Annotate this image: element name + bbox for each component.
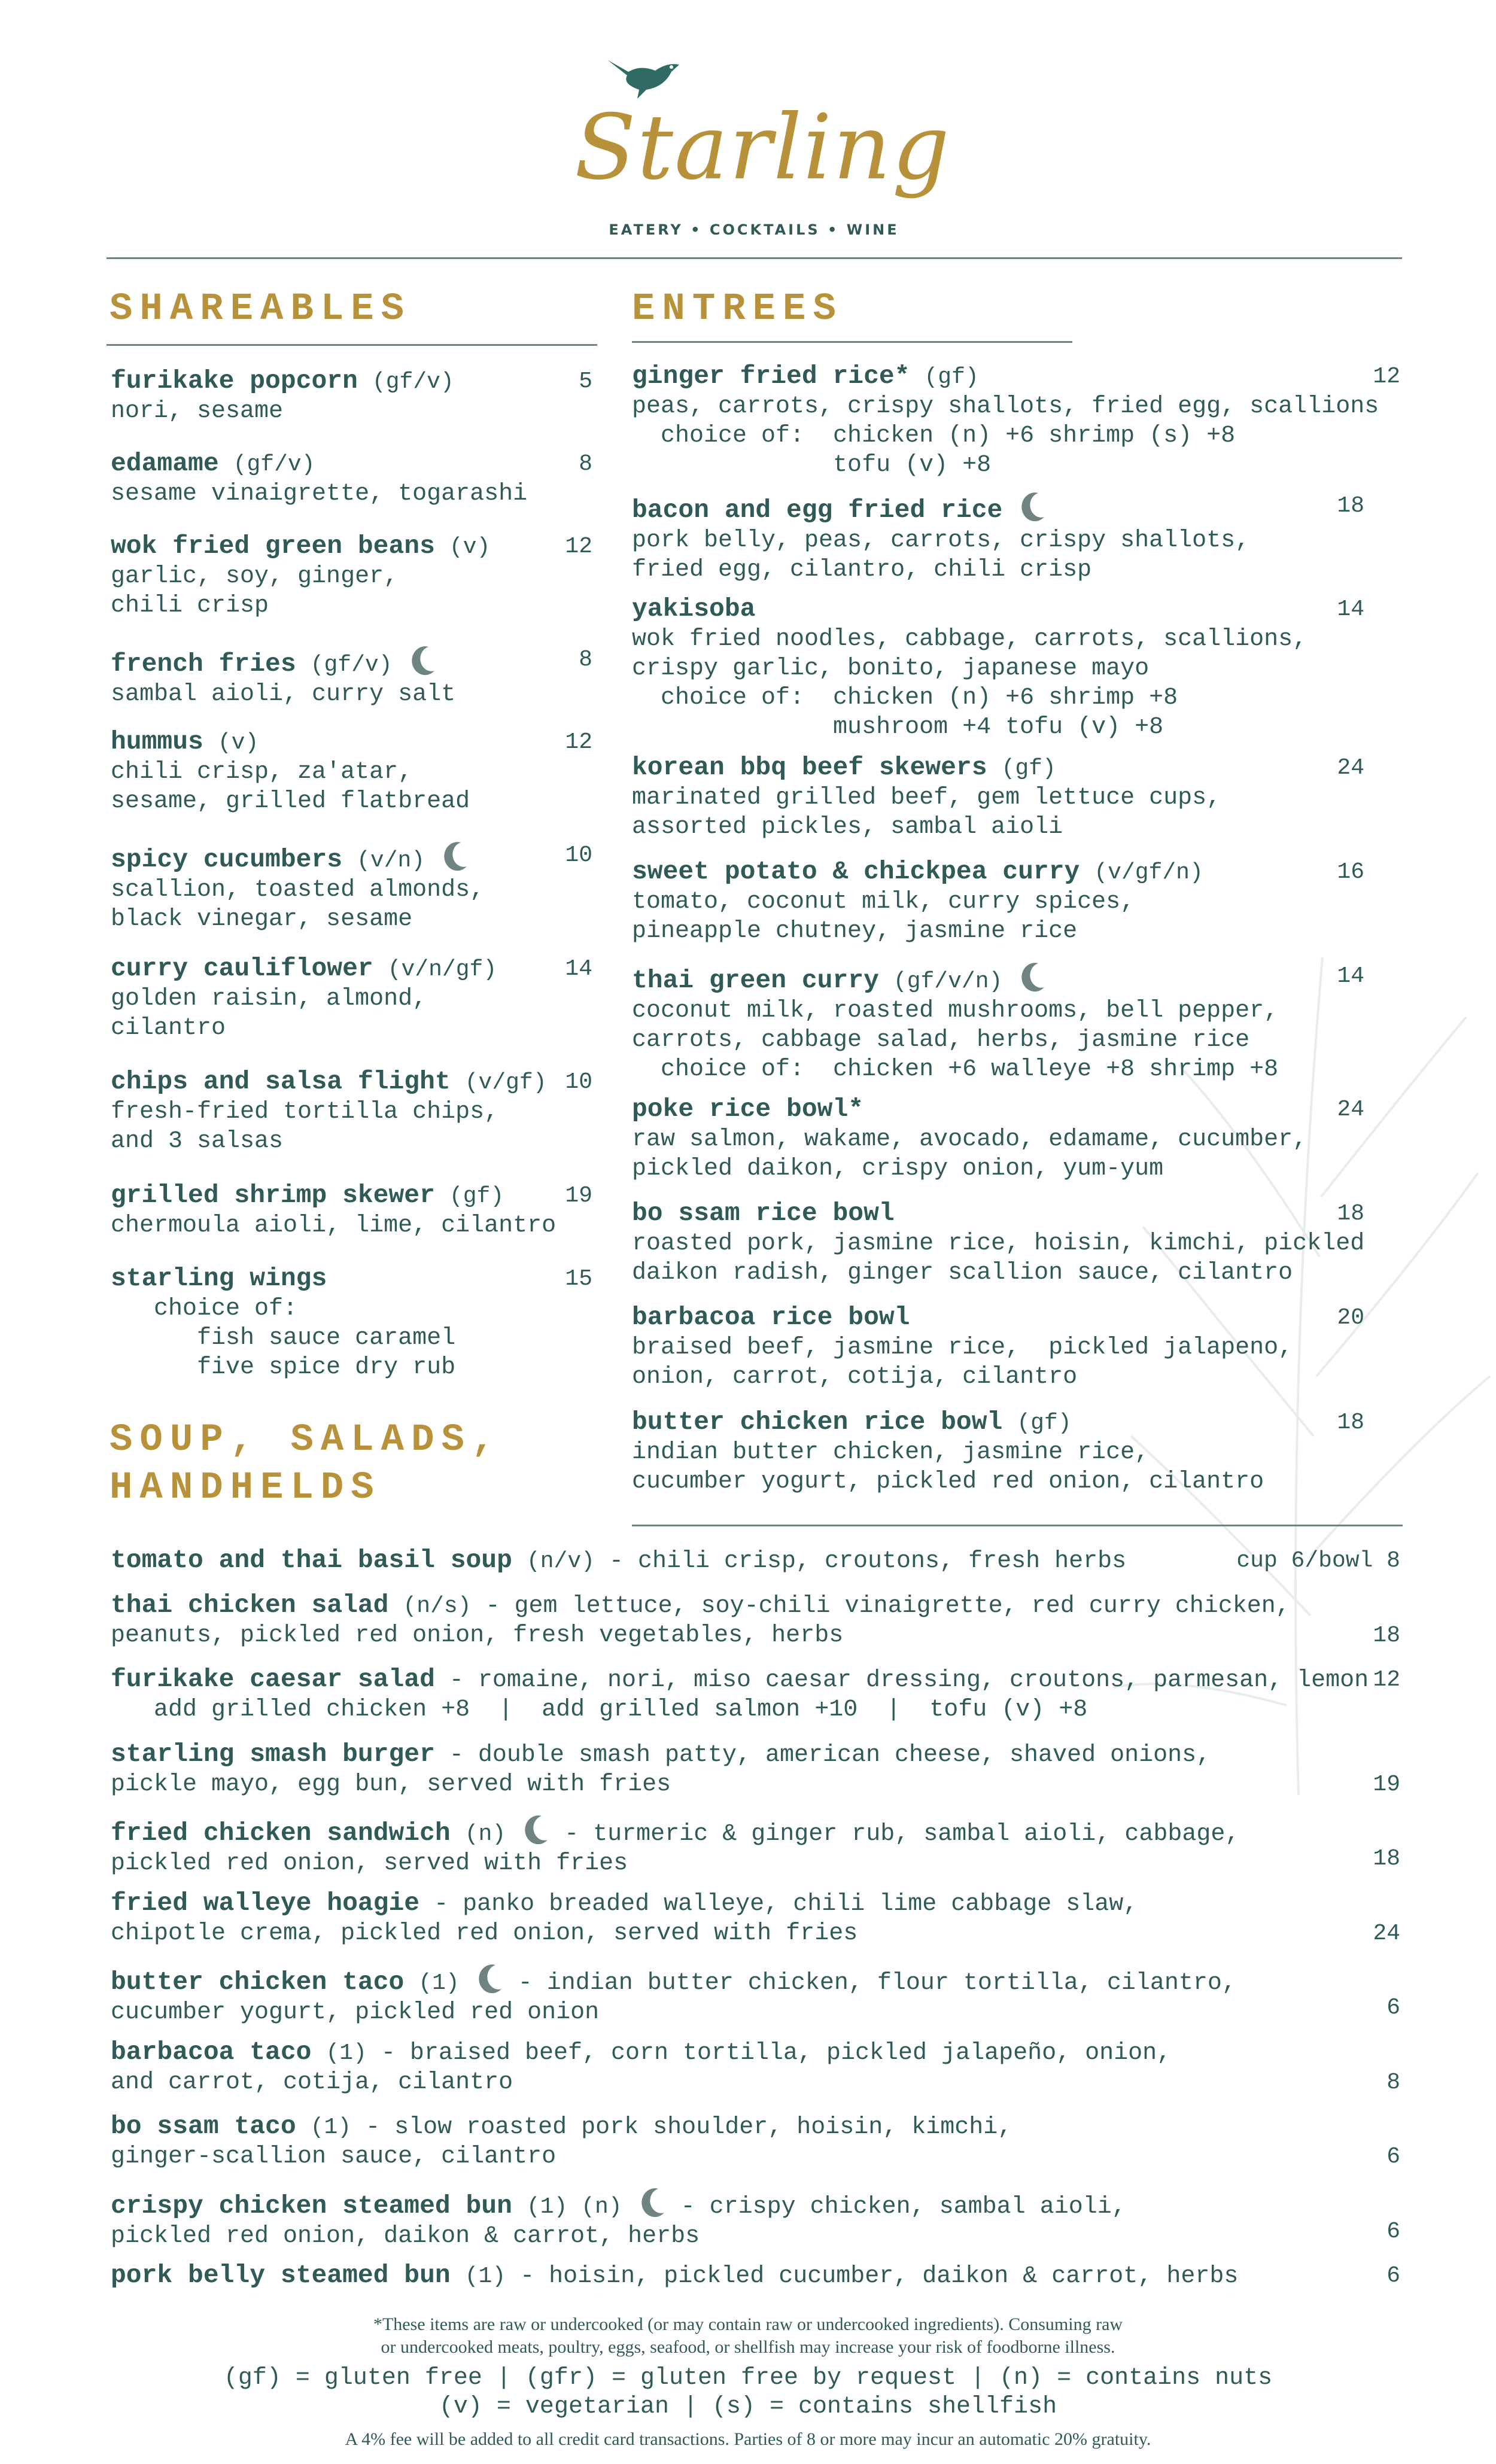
header-divider (107, 257, 1402, 259)
item-name: grilled shrimp skewer (111, 1181, 435, 1210)
item-price: 10 (565, 842, 592, 868)
entrees-divider (632, 341, 1072, 343)
item-price: 24 (1337, 755, 1364, 781)
item-desc: braised beef, jasmine rice, pickled jalapeno, onion, carrot, cotija, cilantro (632, 1334, 1293, 1391)
item-price: 5 (579, 369, 592, 394)
item-desc: raw salmon, wakame, avocado, edamame, cucumber, pickled daikon, crispy onion, yum-yum (632, 1126, 1308, 1182)
menu-item (632, 1094, 1404, 1184)
item-price: 14 (1337, 597, 1364, 622)
menu-item (111, 1546, 1308, 1576)
item-name: poke rice bowl* (632, 1094, 864, 1124)
item-name: curry cauliflower (111, 954, 373, 983)
item-price: 8 (579, 451, 592, 477)
item-desc: tomato, coconut milk, curry spices, pineapple chutney, jasmine rice (632, 889, 1135, 945)
soup-title-line1: SOUP, SALADS, (110, 1419, 502, 1462)
item-tags: (gf/v/n) (893, 969, 1003, 994)
item-price: 20 (1337, 1305, 1364, 1331)
item-name: crispy chicken steamed bun (111, 2191, 512, 2220)
item-name: korean bbq beef skewers (632, 753, 987, 782)
item-desc-line2: pickled red onion, served with fries (111, 1850, 628, 1877)
dietary-legend-line1: (gf) = gluten free | (gfr) = gluten free by request | (n) = contains nuts (223, 2365, 1273, 2392)
item-desc: - indian butter chicken, flour tortilla, cilantro, (503, 1970, 1236, 1997)
item-desc: - romaine, nori, miso caesar dressing, croutons, parmesan, lemon (434, 1667, 1369, 1694)
item-price: 16 (1337, 859, 1364, 885)
menu-item (632, 1407, 1404, 1496)
item-name: hummus (111, 727, 203, 756)
item-price: 10 (565, 1069, 592, 1095)
item-name: edamame (111, 449, 219, 478)
item-price: 6 (1386, 1995, 1400, 2021)
item-price: 8 (579, 647, 592, 673)
item-price: 12 (565, 729, 592, 755)
shareables-title: SHAREABLES (110, 288, 412, 331)
item-name: furikake popcorn (111, 366, 358, 396)
menu-item (632, 857, 1404, 946)
item-name: starling smash burger (111, 1739, 435, 1769)
item-name: thai chicken salad (111, 1590, 389, 1620)
item-price: 24 (1337, 1097, 1364, 1123)
item-price: 8 (1386, 2070, 1400, 2095)
item-tags: (1) (n) (526, 2194, 622, 2220)
moon-icon (411, 644, 437, 676)
item-desc: wok fried noodles, cabbage, carrots, scallions, crispy garlic, bonito, japanese mayo choice of: chicken (n) +6 shrimp +8 mushroom +4 tofu (v) +8 (632, 626, 1308, 741)
item-tags: (gf/v) (310, 652, 393, 678)
menu-item (632, 961, 1404, 1084)
menu-item (632, 1303, 1404, 1392)
item-tags: (gf/v) (372, 369, 454, 395)
item-tags: (v/n/gf) (387, 957, 497, 982)
raw-warning-line2: or undercooked meats, poultry, eggs, seafood, or shellfish may increase your risk of foodborne illness. (381, 2337, 1115, 2357)
item-tags: (1) (326, 2040, 367, 2066)
item-desc-line2: add grilled chicken +8 | add grilled salmon +10 | tofu (v) +8 (111, 1696, 1088, 1723)
entrees-title: ENTREES (632, 288, 843, 331)
menu-item (111, 2261, 1367, 2291)
item-price: 15 (565, 1266, 592, 1292)
item-desc: indian butter chicken, jasmine rice, cucumber yogurt, pickled red onion, cilantro (632, 1439, 1264, 1495)
item-name: sweet potato & chickpea curry (632, 857, 1080, 886)
item-price: 6 (1386, 2219, 1400, 2244)
item-desc: - panko breaded walleye, chili lime cabbage slaw, (419, 1891, 1138, 1918)
menu-item (111, 1888, 1367, 1948)
item-desc: - crispy chicken, sambal aioli, (666, 2194, 1126, 2220)
moon-icon (640, 2186, 667, 2217)
logo (574, 42, 951, 257)
item-desc: pork belly, peas, carrots, crispy shallots, fried egg, cilantro, chili crisp (632, 527, 1250, 583)
item-desc: peas, carrots, crispy shallots, fried egg, scallions choice of: chicken (n) +6 shrimp (s) +8 tofu (v) +8 (632, 393, 1379, 479)
item-desc: sesame vinaigrette, togarashi (111, 480, 528, 507)
item-name: wok fried green beans (111, 531, 435, 561)
item-name: ginger fried rice* (632, 361, 910, 391)
item-price: 24 (1373, 1921, 1400, 1946)
item-desc-line2: and carrot, cotija, cilantro (111, 2069, 513, 2096)
menu-item (632, 753, 1404, 842)
fee-notice: A 4% fee will be added to all credit card transactions. Parties of 8 or more may incur an automatic 20% gratuity. (345, 2429, 1151, 2449)
item-name: furikake caesar salad (111, 1665, 435, 1694)
moon-icon (1020, 961, 1047, 992)
item-price: 18 (1337, 1410, 1364, 1435)
item-desc-line2: pickled red onion, daikon & carrot, herbs (111, 2223, 700, 2250)
moon-icon (443, 840, 469, 871)
item-desc: sambal aioli, curry salt (111, 681, 456, 708)
soup-title-line2: HANDHELDS (110, 1467, 381, 1510)
item-name: butter chicken rice bowl (632, 1407, 1003, 1437)
item-tags: (v) (217, 730, 259, 756)
item-price: 12 (1373, 364, 1400, 390)
item-tags: (v) (449, 534, 491, 560)
menu-item (111, 2112, 1367, 2171)
item-name: spicy cucumbers (111, 845, 343, 874)
item-price: 12 (1373, 1667, 1400, 1693)
item-desc: coconut milk, roasted mushrooms, bell pepper, carrots, cabbage salad, herbs, jasmine rice choice of: chicken +6 walleye +8 shrimp +8 (632, 997, 1279, 1083)
item-desc: nori, sesame (111, 398, 284, 425)
item-name: tomato and thai basil soup (111, 1546, 512, 1575)
item-tags: (v/n) (357, 848, 425, 874)
menu-item (111, 1814, 1367, 1878)
item-tags: (v/gf) (464, 1070, 547, 1096)
item-tags: (1) (310, 2115, 352, 2140)
item-price: 18 (1373, 1623, 1400, 1648)
item-name: barbacoa rice bowl (632, 1303, 910, 1332)
item-price: 19 (1373, 1772, 1400, 1797)
item-name: thai green curry (632, 966, 879, 995)
menu-item (632, 361, 1404, 480)
item-price: 14 (565, 956, 592, 982)
item-name: french fries (111, 649, 296, 679)
menu-item (111, 1739, 1367, 1799)
item-tags: (1) (418, 1970, 460, 1996)
item-desc: - slow roasted pork shoulder, hoisin, kimchi, (351, 2114, 1012, 2141)
menu-item (111, 1665, 1367, 1724)
dietary-legend-line2: (v) = vegetarian | (s) = contains shellfish (439, 2393, 1057, 2420)
item-name: fried chicken sandwich (111, 1818, 451, 1848)
item-desc: - hoisin, pickled cucumber, daikon & carrot, herbs (506, 2263, 1239, 2290)
menu-item (111, 1590, 1367, 1650)
menu-item (632, 491, 1404, 585)
item-desc-line2: cucumber yogurt, pickled red onion (111, 1999, 600, 2026)
item-tags: (n) (464, 1821, 506, 1847)
item-desc: chermoula aioli, lime, cilantro (111, 1212, 557, 1239)
item-name: chips and salsa flight (111, 1067, 451, 1096)
item-price: 6 (1386, 2263, 1400, 2289)
item-name: bo ssam taco (111, 2112, 296, 2141)
menu-item (111, 2037, 1367, 2097)
item-price: 18 (1337, 493, 1364, 519)
item-price: 6 (1386, 2144, 1400, 2170)
item-price: 18 (1373, 1846, 1400, 1872)
shareables-divider (107, 344, 597, 346)
moon-icon (524, 1814, 550, 1845)
item-price: 12 (565, 534, 592, 559)
item-tags: (gf) (924, 364, 979, 390)
item-price: 14 (1337, 963, 1364, 989)
item-desc-line2: ginger-scallion sauce, cilantro (111, 2143, 557, 2170)
item-name: butter chicken taco (111, 1967, 405, 1997)
item-desc: chili crisp, za'atar, sesame, grilled flatbread (111, 759, 470, 815)
item-desc: choice of: fish sauce caramel five spice dry rub (154, 1295, 456, 1381)
moon-icon (1020, 491, 1047, 522)
item-desc: fresh-fried tortilla chips, and 3 salsas (111, 1099, 499, 1155)
item-tags: (gf) (449, 1184, 504, 1209)
item-tags: (n/s) (403, 1593, 472, 1619)
item-tags: (gf) (1001, 756, 1056, 781)
menu-item (111, 2186, 1367, 2251)
item-name: yakisoba (632, 594, 756, 623)
item-desc: garlic, soy, ginger, chili crisp (111, 563, 399, 619)
item-tags: (gf/v) (233, 452, 315, 477)
item-desc: - turmeric & ginger rub, sambal aioli, cabbage, (550, 1821, 1240, 1848)
menu-item (632, 1198, 1404, 1288)
item-desc: - braised beef, corn tortilla, pickled jalapeño, onion, (366, 2040, 1172, 2067)
brand-name: Starling (574, 96, 951, 200)
item-name: bo ssam rice bowl (632, 1198, 895, 1228)
item-desc: roasted pork, jasmine rice, hoisin, kimchi, pickled daikon radish, ginger scallion sauce, cilantro (632, 1230, 1365, 1286)
raw-warning-line1: *These items are raw or undercooked (or may contain raw or undercooked ingredients). Consuming raw (373, 2314, 1123, 2334)
item-desc: golden raisin, almond, cilantro (111, 985, 427, 1042)
item-desc: - chili crisp, croutons, fresh herbs (594, 1548, 1127, 1575)
item-tags: (gf) (1017, 1410, 1072, 1436)
item-price: cup 6/bowl 8 (1236, 1548, 1400, 1574)
item-desc: - gem lettuce, soy-chili vinaigrette, red curry chicken, (471, 1593, 1290, 1620)
item-name: fried walleye hoagie (111, 1888, 420, 1918)
moon-icon (478, 1963, 504, 1994)
item-desc: scallion, toasted almonds, black vinegar, sesame (111, 877, 485, 933)
item-name: pork belly steamed bun (111, 2261, 451, 2290)
item-desc-line2: chipotle crema, pickled red onion, served with fries (111, 1920, 858, 1947)
item-desc: - double smash patty, american cheese, shaved onions, (434, 1742, 1211, 1769)
item-desc-line2: peanuts, pickled red onion, fresh vegetables, herbs (111, 1622, 844, 1649)
item-desc-line2: pickle mayo, egg bun, served with fries (111, 1771, 671, 1798)
item-tags: (n/v) (526, 1549, 595, 1574)
item-price: 19 (565, 1183, 592, 1209)
item-name: barbacoa taco (111, 2037, 312, 2067)
item-price: 18 (1337, 1201, 1364, 1227)
brand-tagline: EATERY • COCKTAILS • WINE (609, 221, 899, 238)
item-tags: (1) (464, 2264, 506, 2289)
item-name: bacon and egg fried rice (632, 495, 1003, 525)
item-name: starling wings (111, 1264, 327, 1293)
item-desc: marinated grilled beef, gem lettuce cups, assorted pickles, sambal aioli (632, 784, 1221, 841)
entrees-bottom-divider (632, 1525, 1403, 1526)
menu-item (111, 1963, 1367, 2027)
menu-item (632, 594, 1404, 742)
item-tags: (v/gf/n) (1094, 860, 1203, 886)
